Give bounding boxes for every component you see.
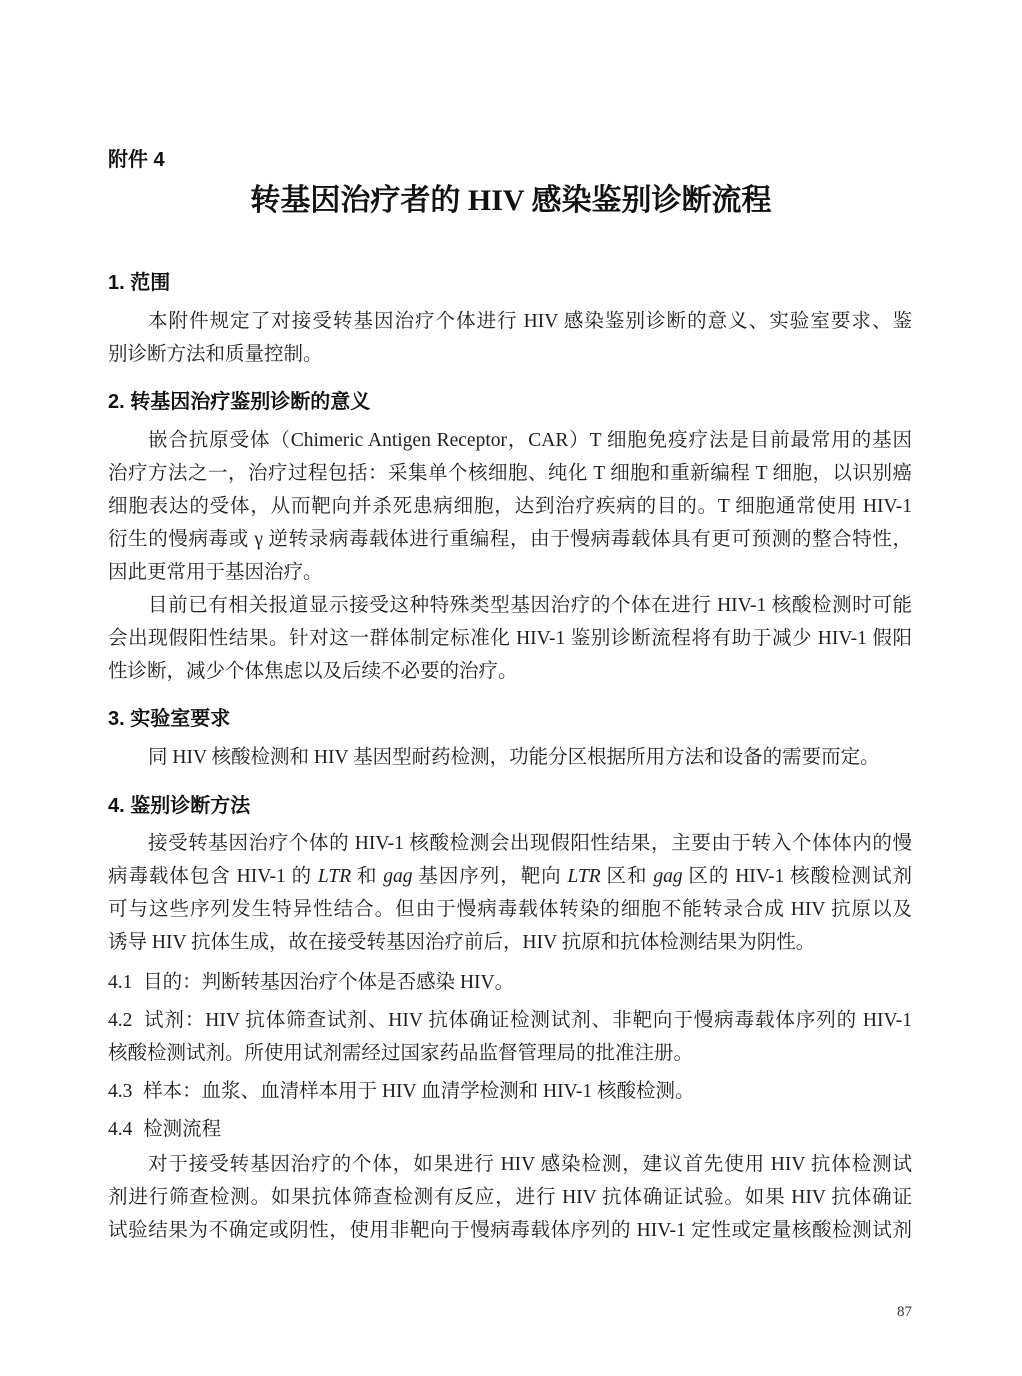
- item-line: [108, 1075, 912, 1108]
- item-text: 目的：判断转基因治疗个体是否感染 HIV。: [143, 972, 515, 993]
- paragraph-line: 可与这些序列发生特异性结合。但由于慢病毒载体转染的细胞不能转录合成 HIV 抗原以及: [108, 899, 912, 920]
- item-number: 4.3: [108, 1081, 133, 1102]
- italic-term-ltr: LTR: [317, 866, 352, 887]
- paragraph-line: 别诊断方法和质量控制。: [108, 344, 323, 365]
- item-number: 4.2: [108, 1010, 133, 1031]
- paragraph-line: 试验结果为不确定或阴性，使用非靶向于慢病毒载体序列的 HIV-1 定性或定量核酸检测试剂: [108, 1220, 912, 1241]
- italic-term-gag: gag: [653, 866, 683, 887]
- paragraph-line: 对于接受转基因治疗的个体，如果进行 HIV 感染检测，建议首先使用 HIV 抗体检测试: [148, 1154, 912, 1175]
- procedure-paragraph: [108, 1148, 912, 1247]
- italic-term-gag: gag: [383, 866, 413, 887]
- paragraph-line: 诱导 HIV 抗体生成，故在接受转基因治疗前后，HIV 抗原和抗体检测结果为阴性。: [108, 932, 816, 953]
- paragraph-line: 剂进行筛查检测。如果抗体筛查检测有反应，进行 HIV 抗体确证试验。如果 HIV 抗体确证: [108, 1187, 912, 1208]
- text-segment: 区的 HIV-1 核酸检测试剂: [682, 866, 912, 887]
- item-4-1: [108, 966, 912, 999]
- item-line: [108, 1113, 912, 1146]
- paragraph-line: 同 HIV 核酸检测和 HIV 基因型耐药检测，功能分区根据所用方法和设备的需要而定。: [148, 747, 880, 768]
- section-1-heading: 1. 范围: [108, 272, 171, 294]
- text-segment: 基因序列，靶向: [412, 866, 568, 887]
- item-number: 4.1: [108, 972, 133, 993]
- section-2-paragraph-2: [108, 589, 912, 688]
- paragraph-line: 会出现假阳性结果。针对这一群体制定标准化 HIV-1 鉴别诊断流程将有助于减少 HIV-1 假阳: [108, 628, 912, 649]
- text-segment: 和: [351, 866, 384, 887]
- paragraph-line: 因此更常用于基因治疗。: [108, 562, 323, 583]
- item-text: 试剂：HIV 抗体筛查试剂、HIV 抗体确证检测试剂、非靶向于慢病毒载体序列的 HIV-1: [143, 1010, 912, 1031]
- paragraph-line: 性诊断，减少个体焦虑以及后续不必要的治疗。: [108, 661, 518, 682]
- item-text: 样本：血浆、血清样本用于 HIV 血清学检测和 HIV-1 核酸检测。: [143, 1081, 695, 1102]
- item-line: [108, 1004, 912, 1037]
- paragraph-line: 目前已有相关报道显示接受这种特殊类型基因治疗的个体在进行 HIV-1 核酸检测时可能: [148, 595, 912, 616]
- paragraph-line-with-italics: [108, 860, 912, 893]
- section-2-paragraph-1: [108, 424, 912, 589]
- section-1-paragraph: [108, 305, 912, 371]
- item-text: 检测流程: [143, 1119, 222, 1140]
- paragraph-line: 接受转基因治疗个体的 HIV-1 核酸检测会出现假阳性结果，主要由于转入个体体内的慢: [148, 833, 912, 854]
- paragraph-line: 治疗方法之一，治疗过程包括：采集单个核细胞、纯化 T 细胞和重新编程 T 细胞，以识别癌: [108, 463, 912, 484]
- item-number: 4.4: [108, 1119, 133, 1140]
- section-4-heading: 4. 鉴别诊断方法: [108, 795, 251, 817]
- document-title: 转基因治疗者的 HIV 感染鉴别诊断流程: [250, 184, 772, 217]
- text-segment: 病毒载体包含 HIV-1 的: [108, 866, 318, 887]
- item-4-4: [108, 1113, 912, 1146]
- text-segment: 区和: [600, 866, 654, 887]
- paragraph-line: 衍生的慢病毒或 γ 逆转录病毒载体进行重编程，由于慢病毒载体具有更可预测的整合特性，: [108, 529, 912, 550]
- item-4-2: [108, 1004, 912, 1070]
- paragraph-line: 细胞表达的受体，从而靶向并杀死患病细胞，达到治疗疾病的目的。T 细胞通常使用 HIV-1: [108, 496, 912, 517]
- paragraph-line: 嵌合抗原受体（Chimeric Antigen Receptor，CAR）T 细胞免疫疗法是目前最常用的基因: [148, 430, 912, 451]
- section-3-paragraph: [108, 741, 912, 774]
- paragraph-line: 本附件规定了对接受转基因治疗个体进行 HIV 感染鉴别诊断的意义、实验室要求、鉴: [148, 311, 912, 332]
- attachment-label: 附件 4: [108, 149, 165, 171]
- item-line: [108, 966, 912, 999]
- item-4-3: [108, 1075, 912, 1108]
- item-line: 核酸检测试剂。所使用试剂需经过国家药品监督管理局的批准注册。: [108, 1043, 694, 1064]
- section-2-heading: 2. 转基因治疗鉴别诊断的意义: [108, 391, 371, 413]
- section-3-heading: 3. 实验室要求: [108, 708, 231, 730]
- italic-term-ltr: LTR: [567, 866, 601, 887]
- section-4-intro-paragraph: [108, 827, 912, 959]
- page-number: 87: [897, 1304, 912, 1320]
